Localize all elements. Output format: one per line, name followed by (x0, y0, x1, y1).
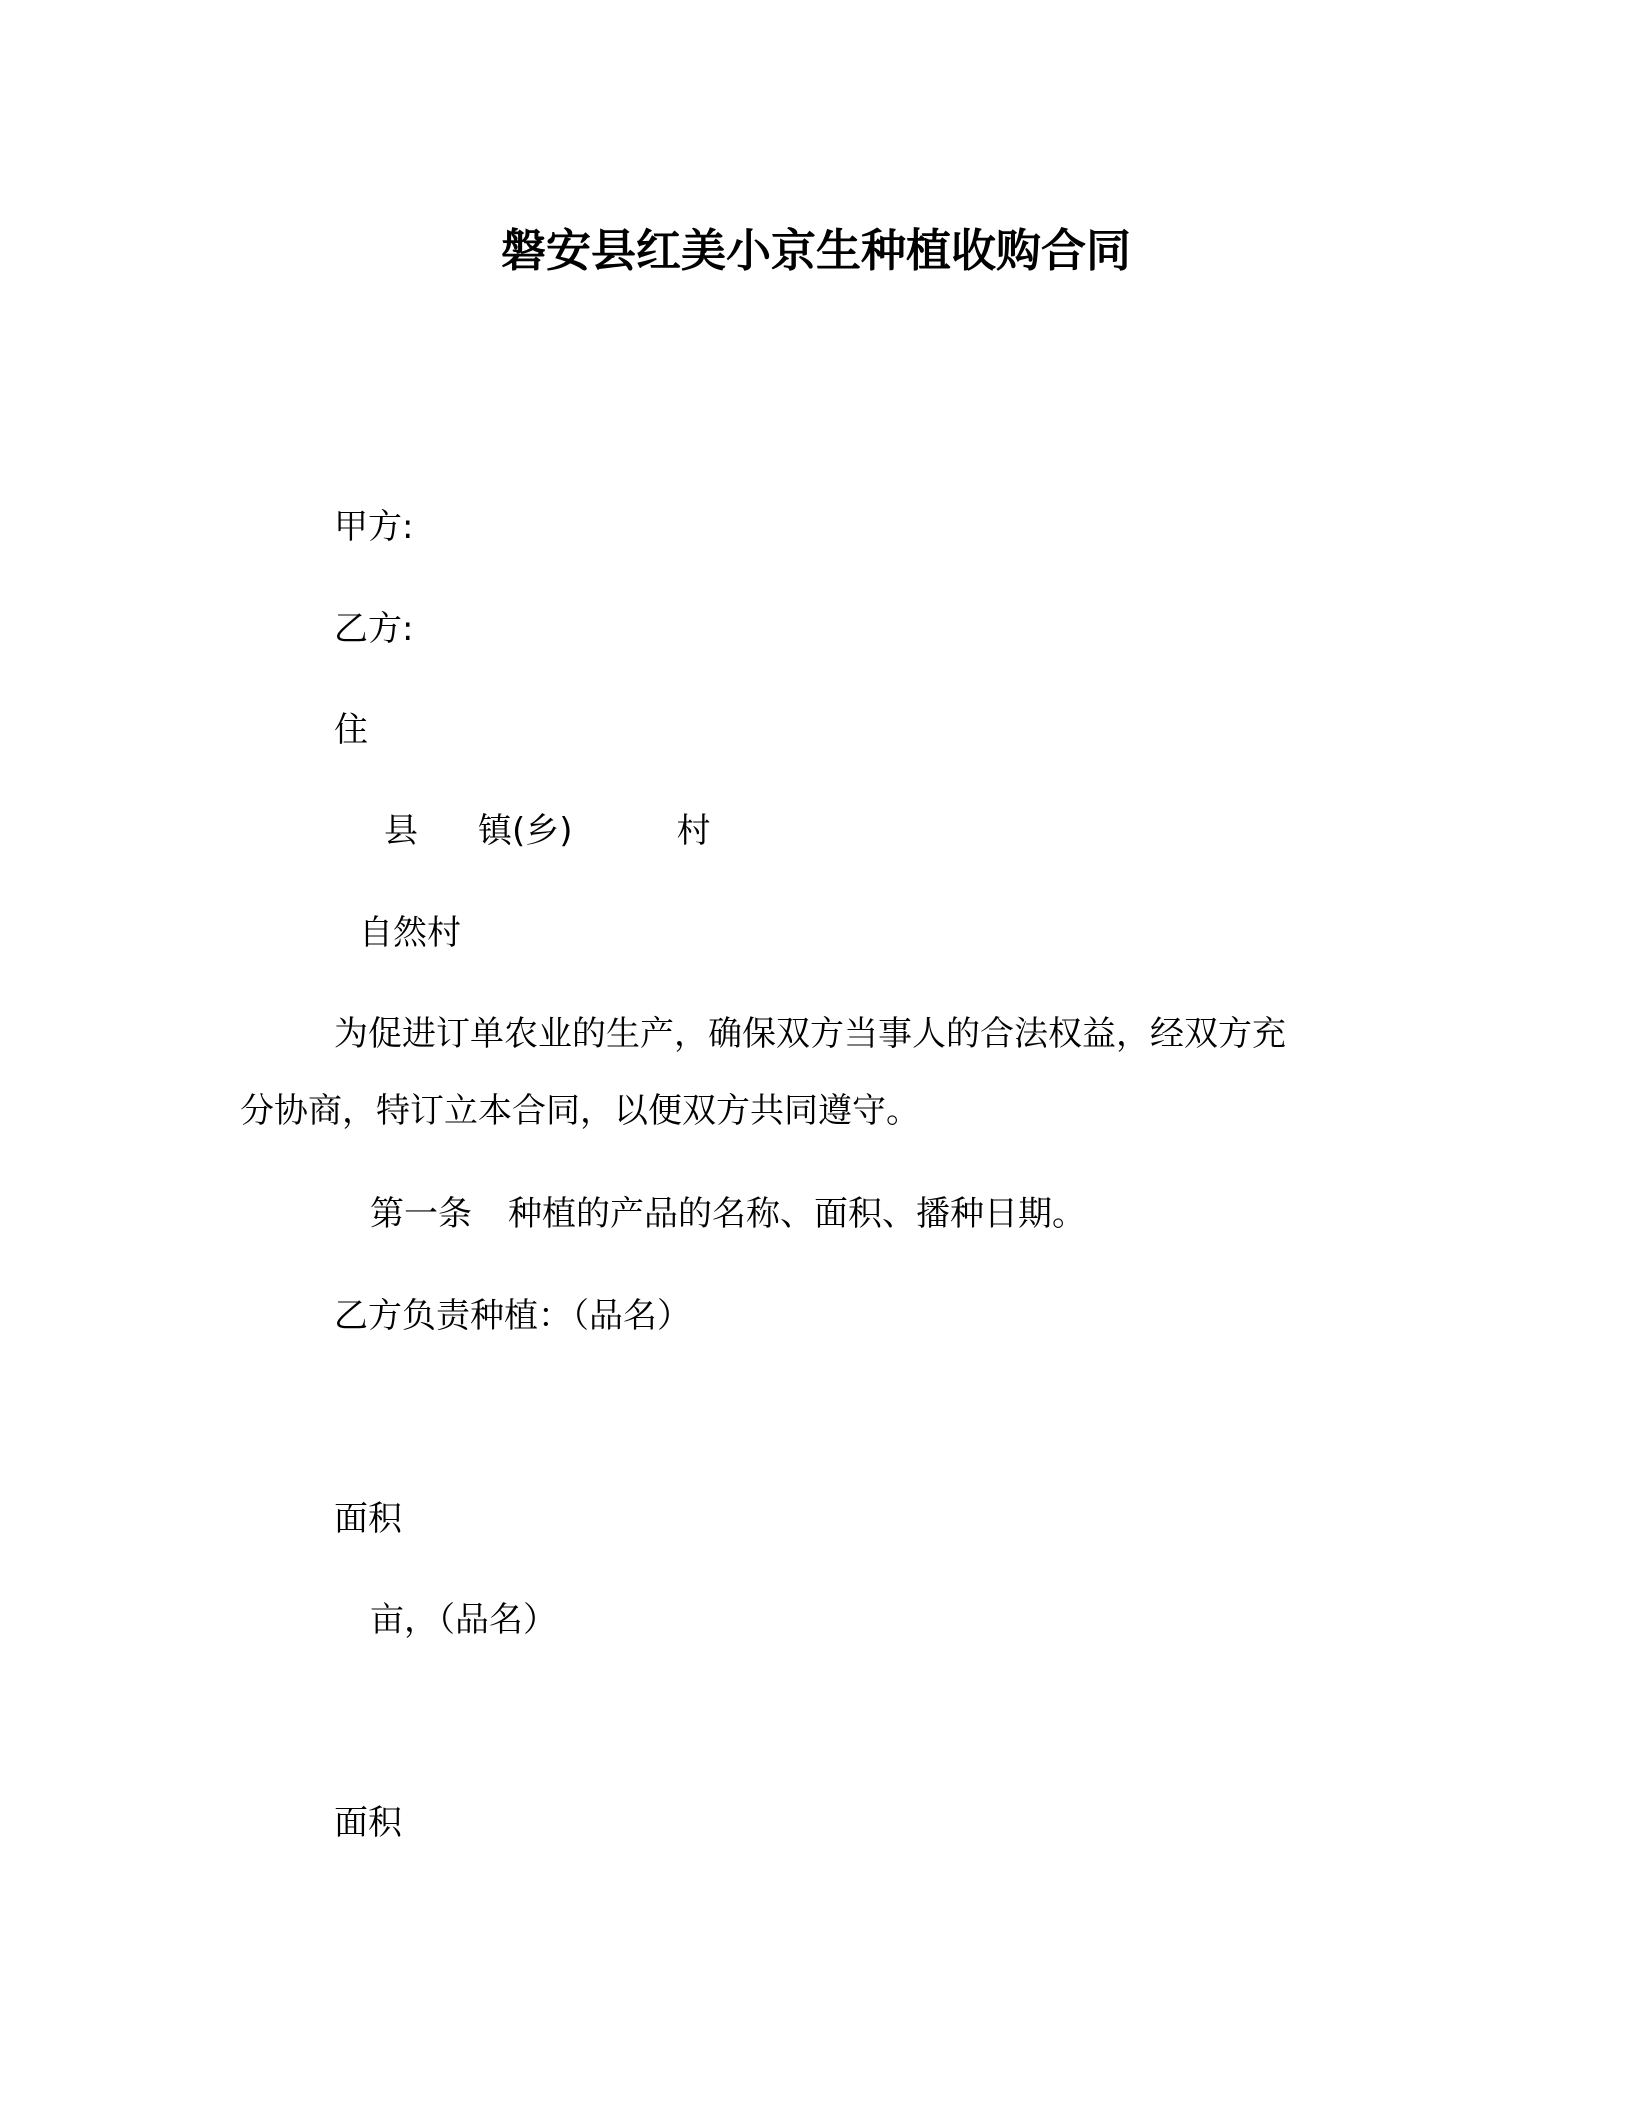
town-label: 镇(乡) (478, 811, 573, 851)
area-label-2: 面积 (334, 1803, 402, 1843)
address-label: 住 (334, 710, 368, 750)
party-a-label: 甲方: (334, 507, 414, 547)
planting-label: 乙方负责种植：（品名） (334, 1296, 691, 1336)
mu-product-label: 亩，（品名） (370, 1600, 557, 1640)
document-title: 磐安县红美小京生种植收购合同 (500, 224, 1131, 277)
village-label: 村 (676, 811, 711, 851)
article-1-title: 种植的产品的名称、面积、播种日期。 (508, 1194, 1086, 1234)
address-line (384, 809, 711, 853)
county-label: 县 (384, 811, 418, 851)
article-1-heading (370, 1192, 1086, 1236)
preamble-line-2: 分协商，特订立本合同，以便双方共同遵守。 (240, 1091, 920, 1131)
article-1-number: 第一条 (370, 1194, 472, 1234)
preamble-line-1: 为促进订单农业的生产，确保双方当事人的合法权益，经双方充 (334, 1014, 1286, 1054)
area-label-1: 面积 (334, 1499, 402, 1539)
natural-village-label: 自然村 (359, 913, 461, 953)
party-b-label: 乙方: (334, 609, 414, 649)
